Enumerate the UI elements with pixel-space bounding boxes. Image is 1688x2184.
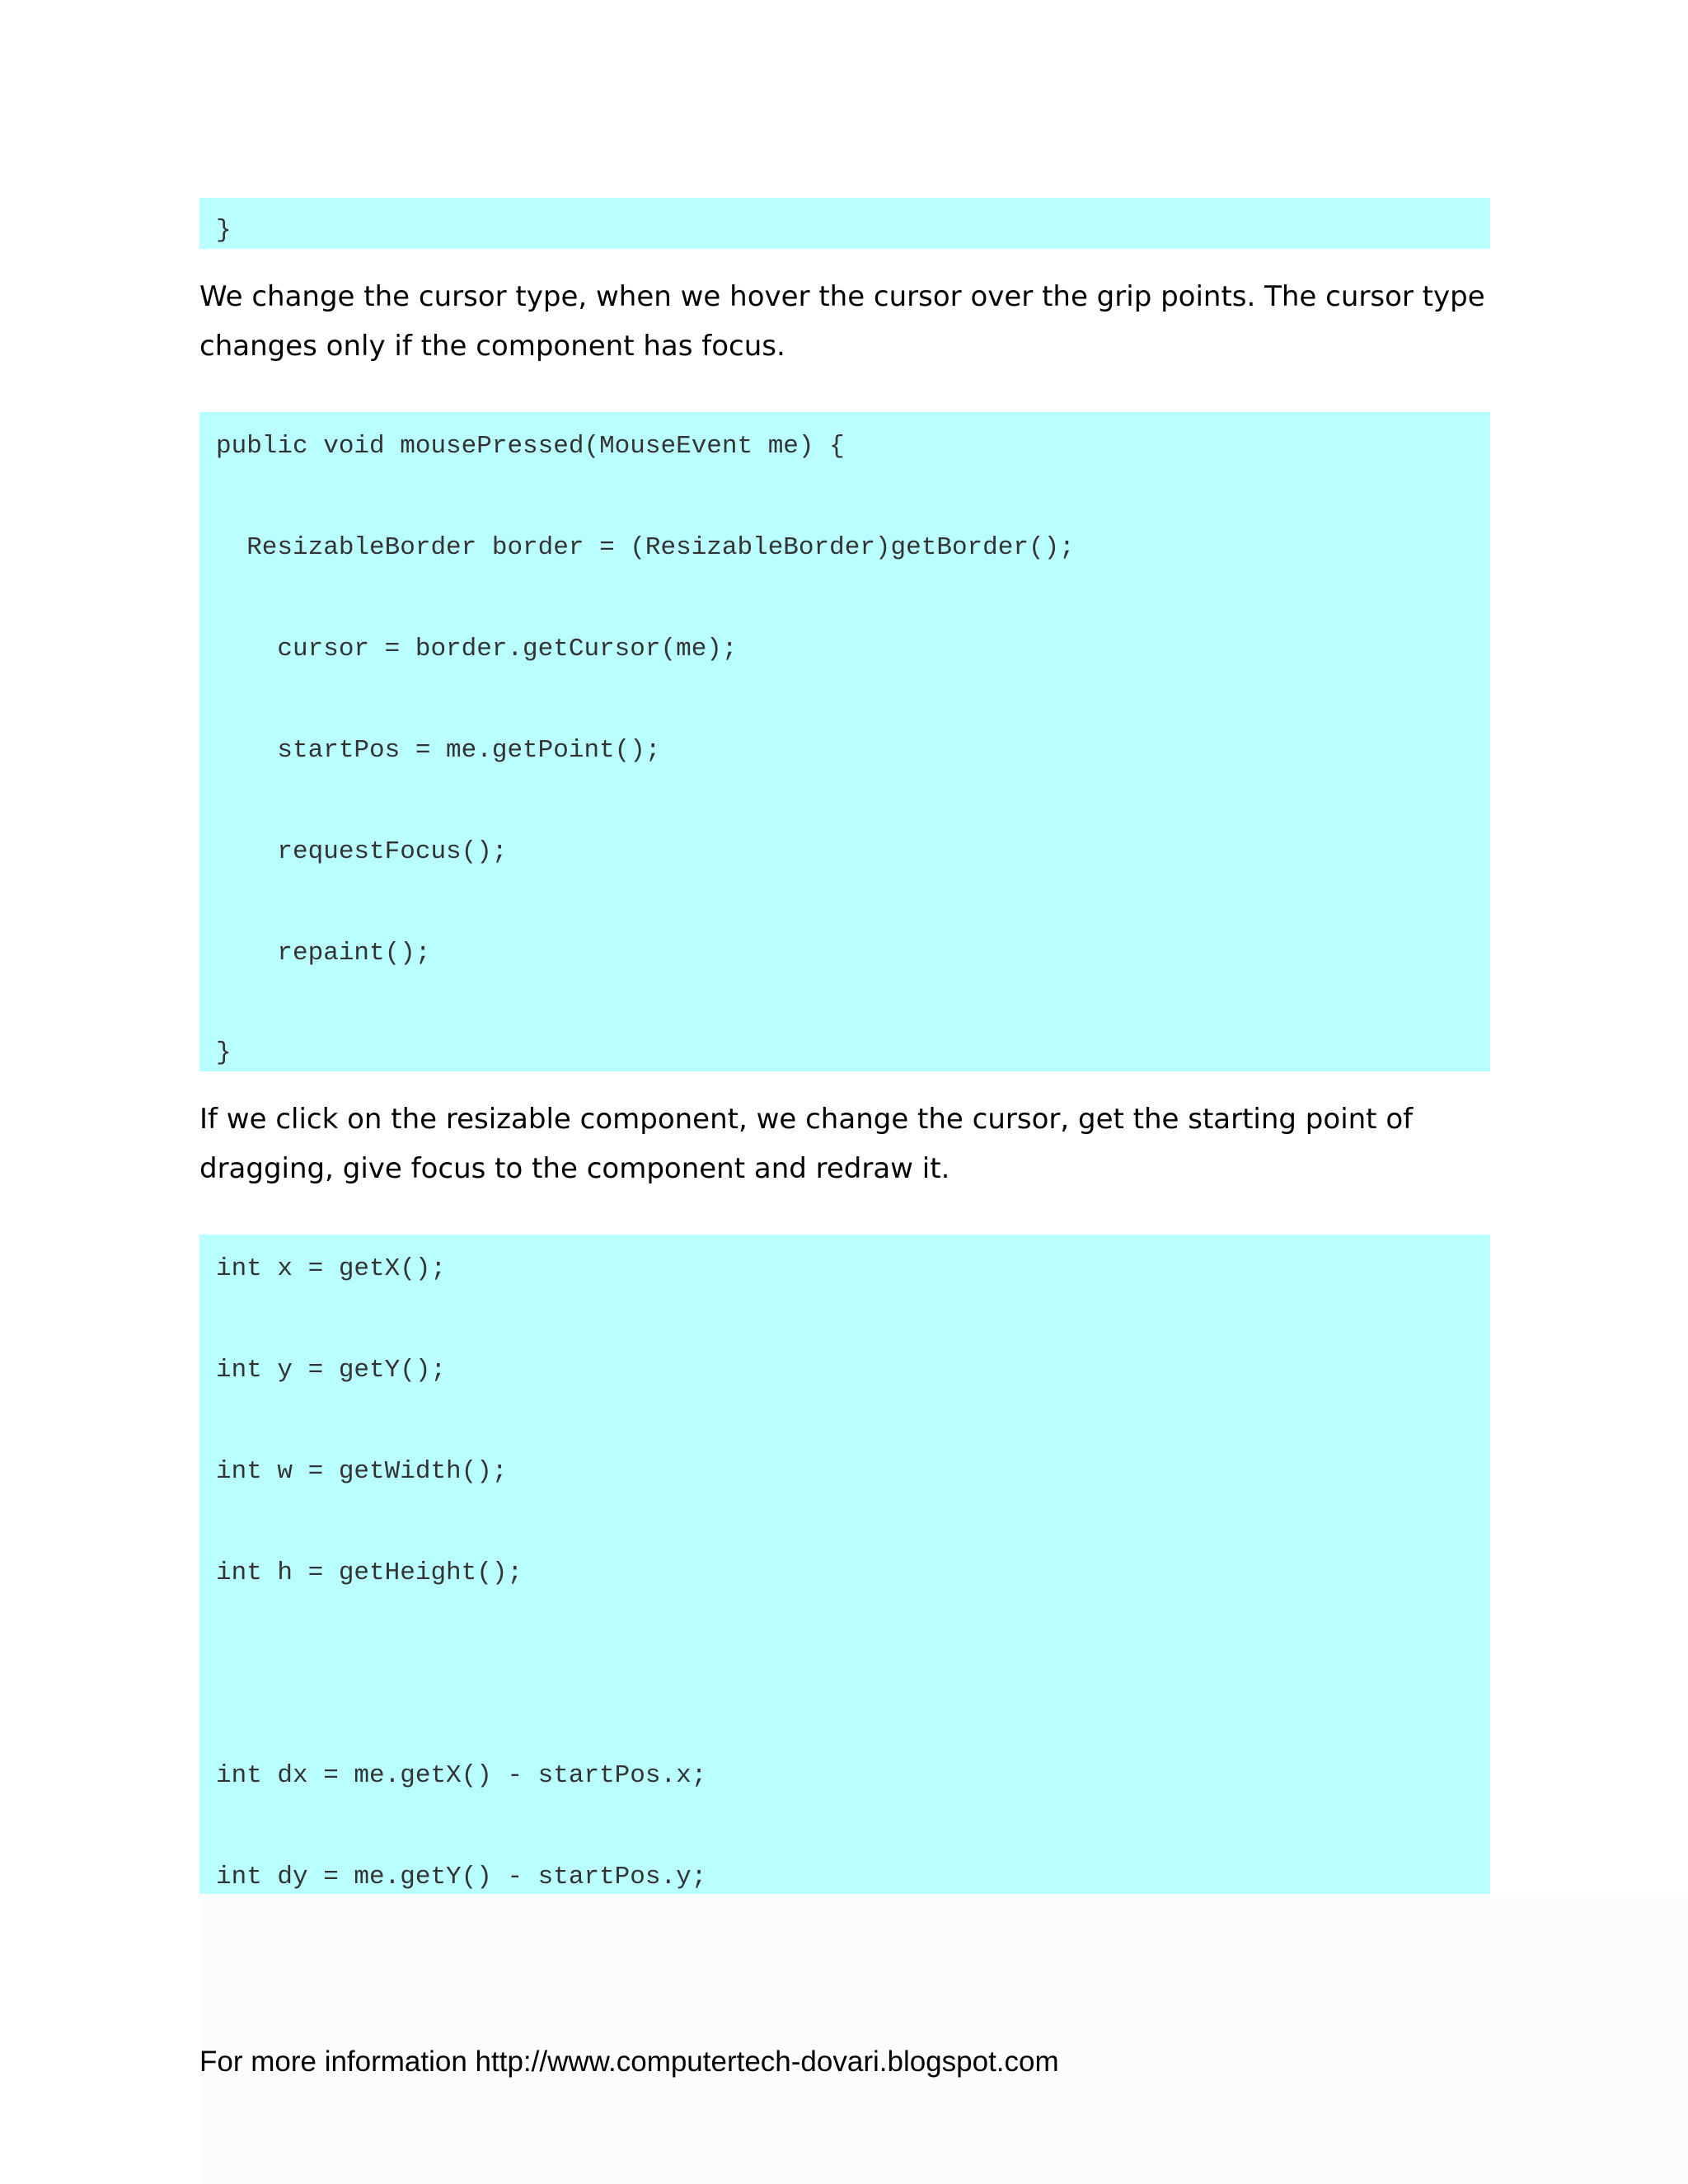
code-line: int dx = me.getX() - startPos.x;: [216, 1761, 707, 1790]
code-line: cursor = border.getCursor(me);: [216, 635, 738, 663]
code-line: int x = getX();: [216, 1254, 447, 1283]
footer-info: For more information http://www.computertech-dovari.blogspot.com: [199, 2046, 1059, 2078]
code-line: ResizableBorder border = (ResizableBorder)getBorder();: [216, 533, 1075, 562]
code-block-closing: [199, 198, 1490, 249]
code-line: int w = getWidth();: [216, 1457, 508, 1486]
code-line: startPos = me.getPoint();: [216, 736, 661, 765]
code-line: requestFocus();: [216, 837, 508, 866]
code-line: }: [216, 1038, 232, 1067]
code-line: repaint();: [216, 939, 431, 968]
code-line: int y = getY();: [216, 1356, 447, 1385]
page-shade: [199, 1894, 1688, 2184]
code-line: }: [216, 216, 232, 245]
code-block-mouse-pressed: [199, 412, 1490, 1071]
paragraph-cursor-type: We change the cursor type, when we hover the cursor over the grip points. The cursor type changes only if the component has focus.: [199, 280, 1485, 363]
code-line: int dy = me.getY() - startPos.y;: [216, 1863, 707, 1891]
code-line: int h = getHeight();: [216, 1558, 523, 1587]
code-block-variables: [199, 1235, 1490, 1894]
paragraph-resizable-click: If we click on the resizable component, we change the cursor, get the starting point of dragging, give focus to the component and redraw it.: [199, 1103, 1414, 1185]
code-line: public void mousePressed(MouseEvent me) {: [216, 432, 845, 461]
